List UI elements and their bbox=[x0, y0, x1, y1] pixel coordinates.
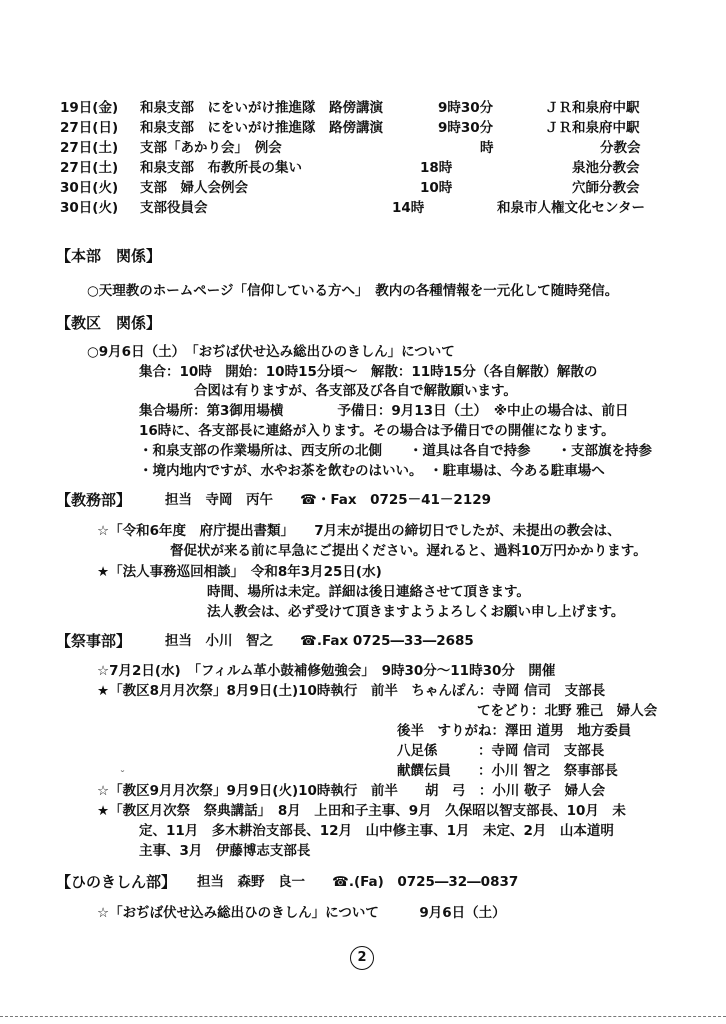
honbu-notice: ○天理教のホームページ「信仰している方へ」 教内の各種情報を一元化して随時発信。 bbox=[87, 283, 619, 299]
saiji-line: ☆「教区9月月次祭」9月9日(火)10時執行 前半 胡 弓 ：小川 敬子 婦人会 bbox=[97, 783, 606, 799]
kyoku-line: ・境内地内ですが、水やお茶を飲むのはいい。 ・駐車場は、今ある駐車場へ bbox=[139, 463, 605, 479]
section-heading-kyoku: 【教区 関係】 bbox=[56, 314, 162, 332]
schedule-place: ＪＲ和泉府中駅 bbox=[545, 120, 640, 136]
saiji-line: 献饌伝員 ：小川 智之 祭事部長 bbox=[397, 763, 618, 779]
schedule-date: 19日(金) bbox=[60, 100, 119, 116]
kyoku-line: 合図は有りますが、各支部及び各自で解散願います。 bbox=[194, 383, 517, 399]
schedule-event: 和泉支部 にをいがけ推進隊 路傍講演 bbox=[140, 120, 383, 136]
schedule-time: 時 bbox=[480, 140, 494, 156]
schedule-event: 支部 婦人会例会 bbox=[140, 180, 248, 196]
kyoku-line: ・和泉支部の作業場所は、西支所の北側 ・道具は各自で持参 ・支部旗を持参 bbox=[139, 443, 652, 459]
schedule-date: 30日(火) bbox=[60, 180, 119, 196]
saiji-line: ★「教区月次祭 祭典講話」 8月 上田和子主事、9月 久保昭以智支部長、10月 未 bbox=[97, 803, 626, 819]
schedule-event: 和泉支部 布教所長の集い bbox=[140, 160, 302, 176]
kyoku-line: 集合：10時 開始：10時15分頃～ 解散：11時15分（各自解散）解散の bbox=[139, 364, 598, 380]
schedule-place: ＪＲ和泉府中駅 bbox=[545, 100, 640, 116]
saiji-contact: 担当 小川 智之 ☎.Fax 0725―33―2685 bbox=[165, 633, 474, 649]
kyomu-line: 督促状が来る前に早急にご提出ください。遅れると、過料10万円かかります。 bbox=[170, 543, 647, 559]
schedule-place: 泉池分教会 bbox=[572, 160, 640, 176]
kyomu-contact: 担当 寺岡 丙午 ☎・Fax 0725－41－2129 bbox=[165, 492, 491, 508]
kyoku-line: 16時に、各支部長に連絡が入ります。その場合は予備日での開催になります。 bbox=[139, 423, 615, 439]
schedule-time: 9時30分 bbox=[438, 120, 494, 136]
section-heading-saiji: 【祭事部】 bbox=[56, 632, 132, 650]
kyoku-line: 集合場所：第3御用場横 予備日：9月13日（土） ※中止の場合は、前日 bbox=[139, 403, 629, 419]
saiji-line: 八足係 ：寺岡 信司 支部長 bbox=[397, 743, 605, 759]
saiji-line: 後半 すりがね：澤田 道男 地方委員 bbox=[397, 723, 632, 739]
saiji-line: 主事、3月 伊藤博志支部長 bbox=[139, 843, 311, 859]
hinokishin-line: ☆「おぢば伏せ込み総出ひのきしん」について 9月6日（土） bbox=[97, 905, 506, 921]
schedule-place: 和泉市人権文化センター bbox=[497, 200, 645, 216]
page-number: 2 bbox=[350, 946, 374, 970]
schedule-date: 27日(土) bbox=[60, 140, 119, 156]
schedule-time: 10時 bbox=[420, 180, 453, 196]
kyomu-line: 時間、場所は未定。詳細は後日連絡させて頂きます。 bbox=[207, 584, 530, 600]
schedule-date: 27日(日) bbox=[60, 120, 119, 136]
schedule-time: 18時 bbox=[420, 160, 453, 176]
kyoku-line: ○9月6日（土） 「おぢば伏せ込み総出ひのきしん」について bbox=[87, 344, 455, 360]
kyomu-line: ★「法人事務巡回相談」 令和8年3月25日(水) bbox=[97, 564, 382, 580]
bottom-divider bbox=[0, 1016, 726, 1017]
saiji-line: ★「教区8月月次祭」8月9日(土)10時執行 前半 ちゃんぽん：寺岡 信司 支部長 bbox=[97, 683, 606, 699]
schedule-event: 支部「あかり会」 例会 bbox=[140, 140, 282, 156]
stray-mark: ˇ bbox=[120, 770, 125, 781]
saiji-line: 定、11月 多木耕治支部長、12月 山中修主事、1月 未定、2月 山本道明 bbox=[139, 823, 614, 839]
schedule-event: 支部役員会 bbox=[140, 200, 208, 216]
section-heading-honbu: 【本部 関係】 bbox=[56, 247, 162, 265]
hinokishin-contact: 担当 森野 良一 ☎.(Fa) 0725―32―0837 bbox=[197, 874, 519, 890]
schedule-time: 14時 bbox=[392, 200, 425, 216]
schedule-date: 30日(火) bbox=[60, 200, 119, 216]
section-heading-hinokishin: 【ひのきしん部】 bbox=[56, 873, 177, 891]
schedule-place: 穴師分教会 bbox=[572, 180, 640, 196]
kyomu-line: ☆「令和6年度 府庁提出書類」 7月末が提出の締切日でしたが、未提出の教会は、 bbox=[97, 523, 621, 539]
section-heading-kyomu: 【教務部】 bbox=[56, 491, 132, 509]
schedule-event: 和泉支部 にをいがけ推進隊 路傍講演 bbox=[140, 100, 383, 116]
schedule-date: 27日(土) bbox=[60, 160, 119, 176]
saiji-line: てをどり：北野 雅己 婦人会 bbox=[477, 703, 658, 719]
saiji-line: ☆7月2日(水) 「フィルム革小鼓補修勉強会」 9時30分～11時30分 開催 bbox=[97, 663, 556, 679]
schedule-time: 9時30分 bbox=[438, 100, 494, 116]
kyomu-line: 法人教会は、必ず受けて頂きますようよろしくお願い申し上げます。 bbox=[207, 604, 625, 620]
schedule-place: 分教会 bbox=[600, 140, 641, 156]
